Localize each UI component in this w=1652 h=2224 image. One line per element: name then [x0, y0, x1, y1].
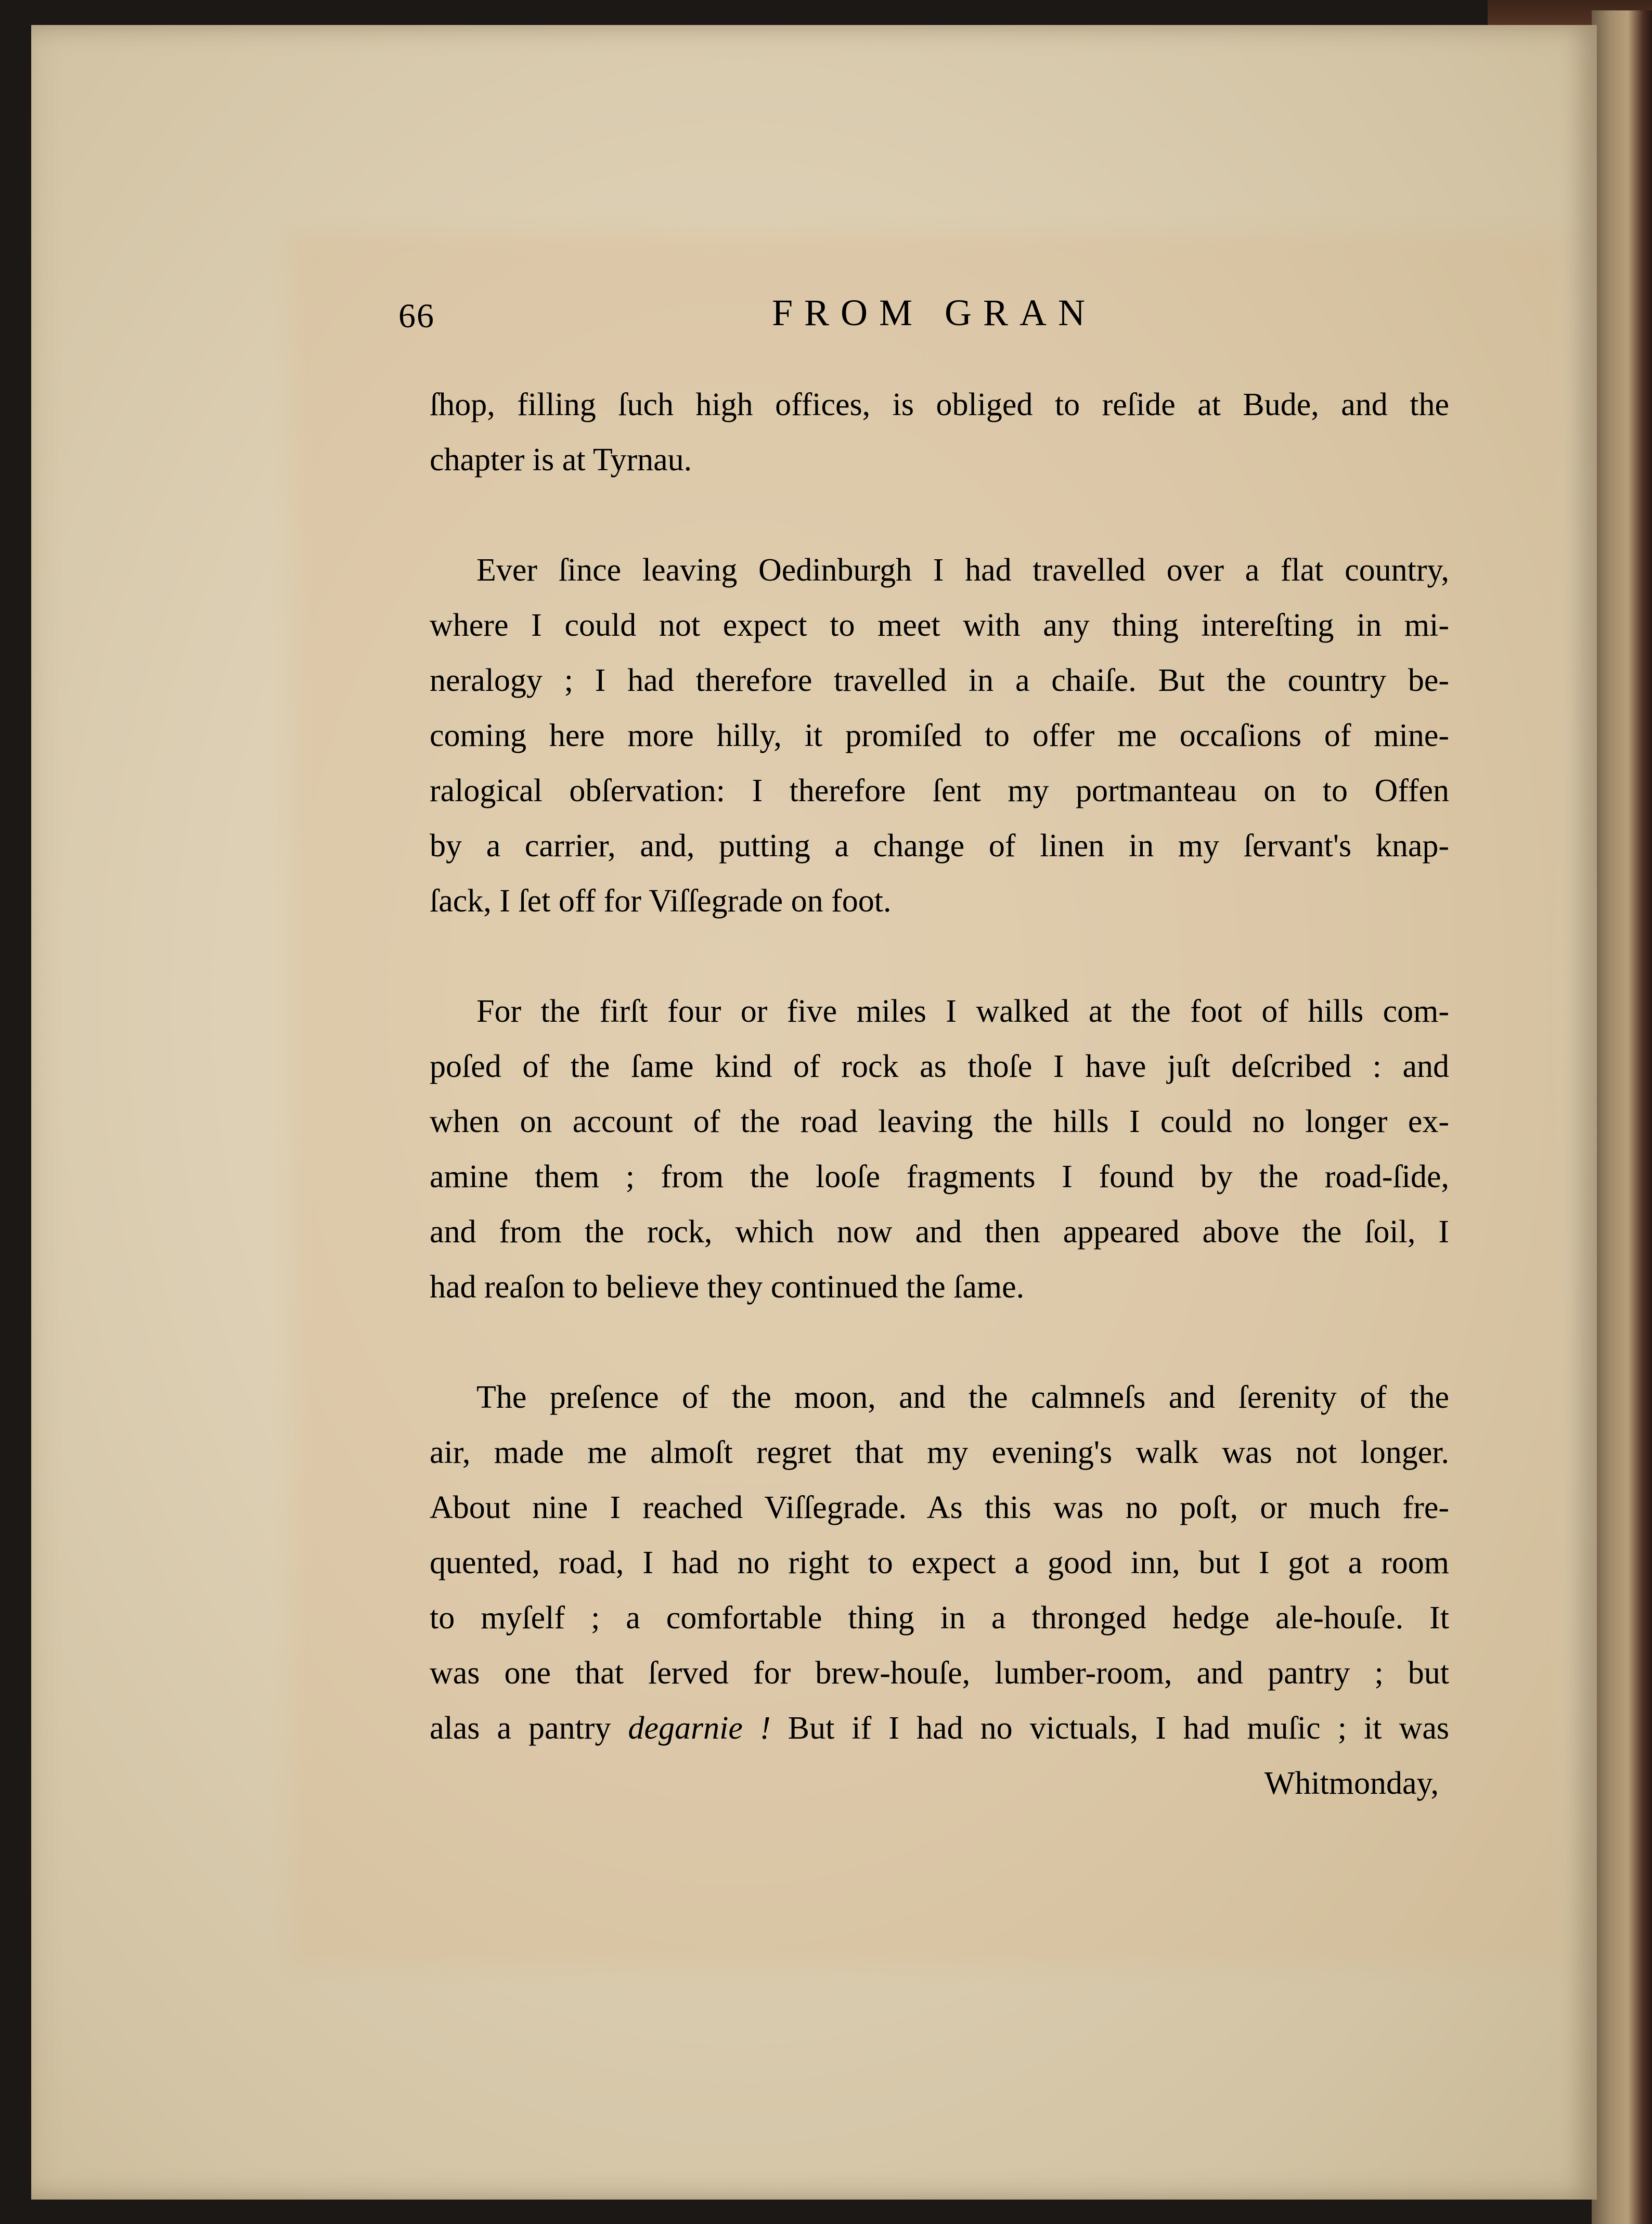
text-line: For the firſt four or five miles I walked at the foot of hills com-	[476, 994, 1449, 1029]
text-line: Ever ſince leaving Oedinburgh I had travelled over a flat country,	[476, 552, 1449, 588]
paragraph-gap	[430, 487, 1449, 543]
text-line: ſack, I ſet off for Viſſegrade on foot.	[430, 883, 892, 919]
page-number: 66	[398, 297, 435, 335]
text-line: to myſelf ; a comfortable thing in a thronged hedge ale-houſe. It	[430, 1600, 1449, 1636]
text-line: amine them ; from the looſe fragments I found by the road-ſide,	[430, 1159, 1449, 1194]
text-line: and from the rock, which now and then appeared above the ſoil, I	[430, 1214, 1449, 1250]
text-line: had reaſon to believe they continued the ſame.	[430, 1269, 1025, 1305]
italic-phrase: degarnie !	[628, 1711, 771, 1746]
text-line: ſhop, filling ſuch high offices, is obliged to reſide at Bude, and the	[430, 387, 1449, 422]
text-line: About nine I reached Viſſegrade. As this was no poſt, or much fre-	[430, 1490, 1449, 1525]
catchword: Whitmonday,	[1264, 1766, 1439, 1801]
paragraph-gap	[430, 1315, 1449, 1370]
text-line: chapter is at Tyrnau.	[430, 442, 692, 478]
text-segment: But if I had no victuals, I had muſic ; it was	[788, 1711, 1449, 1746]
text-line: was one that ſerved for brew-houſe, lumber-room, and pantry ; but	[430, 1655, 1449, 1691]
running-head: FROM GRAN	[771, 292, 1097, 333]
text-line: quented, road, I had no right to expect a good inn, but I got a room	[430, 1545, 1449, 1580]
text-segment: alas a pantry	[430, 1711, 611, 1746]
text-line: neralogy ; I had therefore travelled in a chaiſe. But the country be-	[430, 663, 1449, 698]
text-line: poſed of the ſame kind of rock as thoſe I have juſt deſcribed : and	[430, 1049, 1449, 1084]
text-line: by a carrier, and, putting a change of linen in my ſervant's knap-	[430, 828, 1449, 864]
text-line: when on account of the road leaving the hills I could no longer ex-	[430, 1104, 1449, 1139]
text-line: ralogical obſervation: I therefore ſent my portmanteau on to Offen	[430, 773, 1449, 808]
text-line: coming here more hilly, it promiſed to offer me occaſions of mine-	[430, 718, 1449, 753]
book-fore-edge	[1592, 10, 1652, 2224]
text-line-with-italic	[430, 1701, 1449, 1756]
text-line: air, made me almoſt regret that my evening's walk was not longer.	[430, 1435, 1449, 1470]
page-header	[398, 291, 1470, 338]
text-line: The preſence of the moon, and the calmneſs and ſerenity of the	[476, 1380, 1449, 1415]
paragraph-gap	[430, 929, 1449, 984]
text-line: where I could not expect to meet with any thing intereſting in mi-	[430, 608, 1449, 643]
body-text	[430, 377, 1449, 1811]
